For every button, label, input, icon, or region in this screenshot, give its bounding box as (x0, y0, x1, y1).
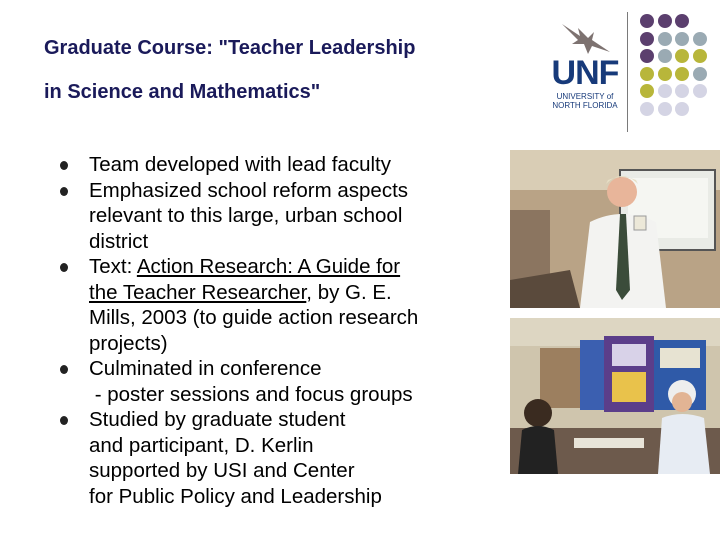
bullet-item (60, 254, 500, 356)
decorative-dot-grid (638, 12, 718, 122)
divider-line (627, 12, 628, 132)
author-text: , by G. E. (306, 280, 392, 304)
text-prefix: Text: (89, 255, 137, 278)
bullet-icon (60, 187, 68, 196)
decorative-dot (640, 14, 654, 28)
bullet-text: - poster sessions and focus groups (89, 382, 413, 406)
bullet-icon (60, 365, 68, 374)
bullet-text: for Public Policy and Leadership (89, 484, 382, 508)
bullet-item (60, 356, 500, 407)
book-title-part-1: Action Research: A Guide for (136, 255, 401, 278)
bullet-text: and participant, D. Kerlin (89, 433, 314, 457)
bullet-item (60, 407, 500, 509)
osprey-icon (558, 18, 614, 58)
bullet-text: supported by USI and Center (89, 459, 355, 482)
title-line-2: in Science and Mathematics" (44, 81, 321, 103)
book-title-part-2: the Teacher Researcher (89, 280, 307, 304)
bullet-icon (60, 263, 68, 272)
poster-session-photo (510, 318, 720, 474)
bullet-text: district (89, 229, 149, 253)
decorative-dot (675, 49, 689, 63)
decorative-dot (675, 32, 689, 46)
bullet-text: Team developed with lead faculty (89, 153, 391, 176)
decorative-dot (640, 32, 654, 46)
bullet-text: Emphasized school reform aspects (89, 178, 409, 202)
bullet-icon (60, 416, 68, 425)
bullet-text (89, 280, 500, 306)
decorative-dot (658, 32, 672, 46)
decorative-dot (658, 84, 672, 98)
bullet-item (60, 178, 500, 255)
bullet-item (60, 152, 500, 178)
slide-title (44, 26, 544, 114)
logo-wordmark: UNF (551, 54, 619, 92)
decorative-dot (693, 67, 707, 81)
bullet-text: Studied by graduate student (89, 408, 346, 431)
decorative-dot (658, 67, 672, 81)
title-line-1: Graduate Course: "Teacher Leadership (44, 37, 416, 59)
decorative-dot (675, 102, 689, 116)
decorative-dot (675, 84, 689, 98)
logo-subtitle (548, 92, 622, 110)
bullet-list (60, 152, 500, 509)
decorative-dot (640, 102, 654, 116)
bullet-text: projects) (89, 331, 168, 355)
decorative-dot (675, 67, 689, 81)
decorative-dot (693, 32, 707, 46)
unf-logo (548, 18, 624, 110)
decorative-dot (640, 84, 654, 98)
logo-subline-2: NORTH FLORIDA (552, 101, 618, 110)
bullet-icon (60, 161, 68, 170)
decorative-dot (658, 14, 672, 28)
logo-subline-1: UNIVERSITY of (556, 92, 614, 101)
decorative-dot (640, 67, 654, 81)
bullet-text: Mills, 2003 (to guide action research (89, 306, 419, 329)
decorative-dot (640, 49, 654, 63)
decorative-dot (675, 14, 689, 28)
decorative-dot (658, 49, 672, 63)
bullet-text: Culminated in conference (89, 357, 322, 380)
bullet-text (89, 254, 500, 280)
decorative-dot (693, 49, 707, 63)
decorative-dot (658, 102, 672, 116)
bullet-text: relevant to this large, urban school (89, 204, 403, 227)
decorative-dot (693, 84, 707, 98)
presenter-photo (510, 150, 720, 308)
